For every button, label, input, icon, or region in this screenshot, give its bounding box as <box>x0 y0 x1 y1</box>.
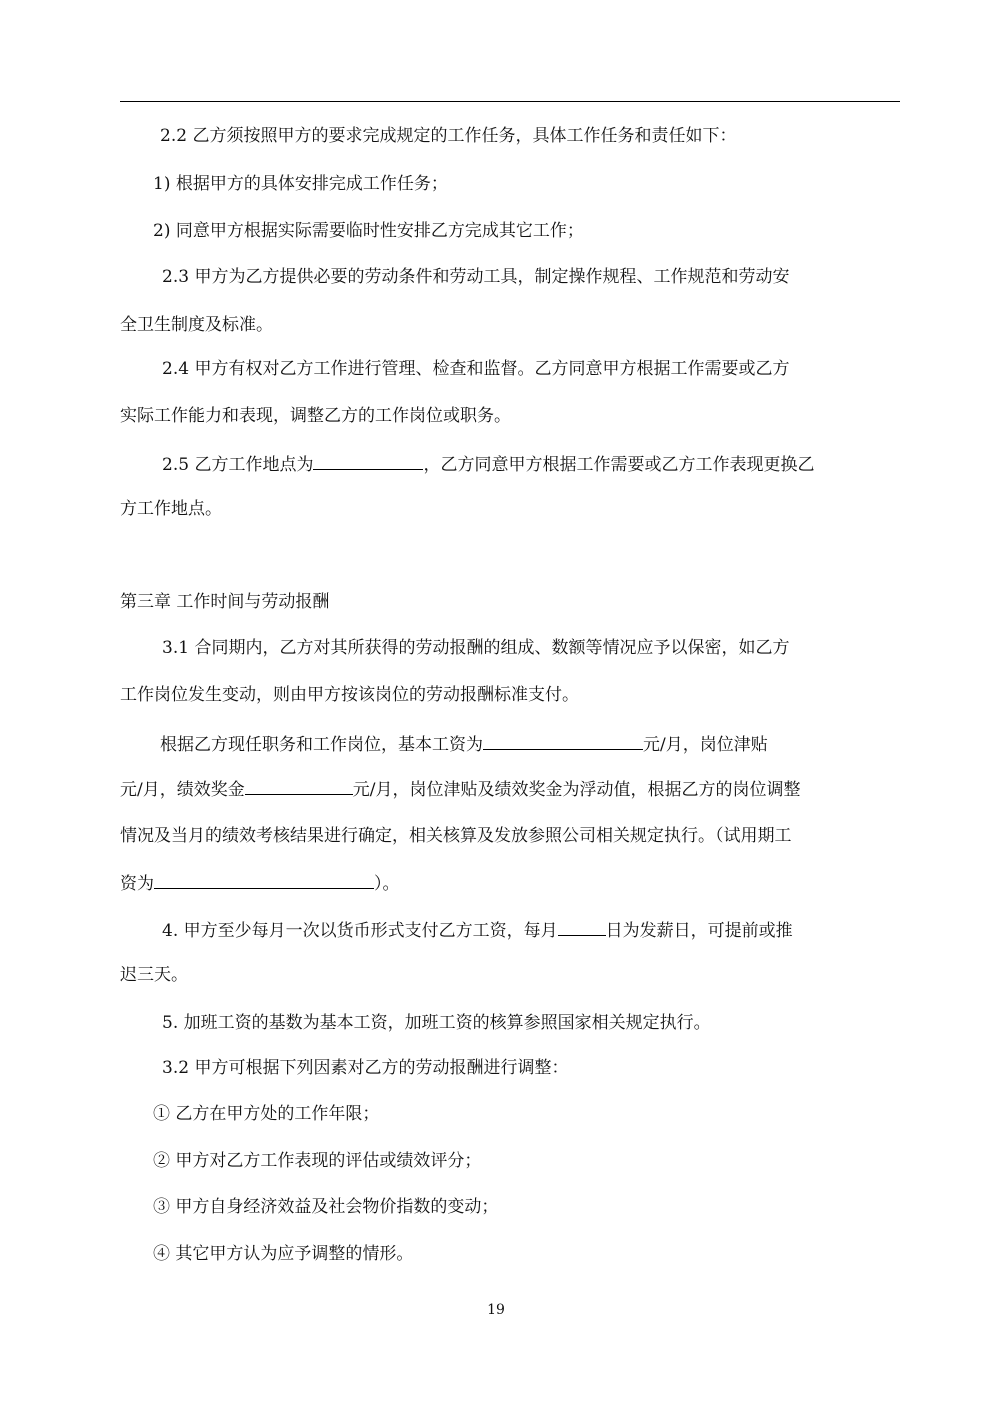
clause-2-3-line-2: 全卫生制度及标准。 <box>120 315 273 335</box>
adjust-factor-2: ② 甲方对乙方工作表现的评估或绩效评分； <box>153 1151 482 1171</box>
salary-text-c: 元/月，绩效奖金 <box>120 780 245 800</box>
pay-4-text-b: 日为发薪日，可提前或推 <box>605 921 793 941</box>
pay-clause-4-line-2: 迟三天。 <box>120 965 188 985</box>
salary-text-e: 资为 <box>120 874 154 894</box>
adjust-factor-4: ④ 其它甲方认为应予调整的情形。 <box>153 1244 414 1264</box>
salary-text-b: 元/月，岗位津贴 <box>643 735 768 755</box>
pay-clause-5: 5. 加班工资的基数为基本工资，加班工资的核算参照国家相关规定执行。 <box>162 1013 711 1033</box>
duty-item-2: 2) 同意甲方根据实际需要临时性安排乙方完成其它工作； <box>153 221 584 241</box>
clause-3-1-line-2: 工作岗位发生变动，则由甲方按该岗位的劳动报酬标准支付。 <box>120 685 579 705</box>
probation-salary-blank <box>154 870 374 889</box>
clause-2-4-line-2: 实际工作能力和表现，调整乙方的工作岗位或职务。 <box>120 406 511 426</box>
salary-text-f: ）。 <box>374 874 400 894</box>
header-rule <box>120 101 900 102</box>
salary-text-d: 元/月，岗位津贴及绩效奖金为浮动值，根据乙方的岗位调整 <box>352 780 801 800</box>
adjust-factor-3: ③ 甲方自身经济效益及社会物价指数的变动； <box>153 1197 499 1217</box>
clause-2-5-text-b: ，乙方同意甲方根据工作需要或乙方工作表现更换乙 <box>423 455 815 475</box>
salary-line-4 <box>120 870 920 896</box>
pay-clause-4-line-1 <box>162 917 962 943</box>
page-number: 19 <box>487 1302 505 1318</box>
clause-2-2: 2.2 乙方须按照甲方的要求完成规定的工作任务，具体工作任务和责任如下： <box>160 126 737 146</box>
clause-2-5-line-2: 方工作地点。 <box>120 499 222 519</box>
clause-2-5-line-1 <box>162 451 962 477</box>
adjust-factor-1: ① 乙方在甲方处的工作年限； <box>153 1104 380 1124</box>
chapter-3-title: 第三章 工作时间与劳动报酬 <box>120 592 330 612</box>
salary-line-1 <box>160 731 960 757</box>
clause-3-1-line-1: 3.1 合同期内，乙方对其所获得的劳动报酬的组成、数额等情况应予以保密，如乙方 <box>162 638 790 658</box>
pay-4-text-a: 4. 甲方至少每月一次以货币形式支付乙方工资，每月 <box>162 921 558 941</box>
clause-2-5-text-a: 2.5 乙方工作地点为 <box>162 455 314 475</box>
clause-2-3-line-1: 2.3 甲方为乙方提供必要的劳动条件和劳动工具，制定操作规程、工作规范和劳动安 <box>162 267 790 287</box>
salary-text-a: 根据乙方现任职务和工作岗位，基本工资为 <box>160 735 483 755</box>
base-salary-blank <box>483 731 643 750</box>
duty-item-1: 1) 根据甲方的具体安排完成工作任务； <box>153 174 448 194</box>
salary-line-3: 情况及当月的绩效考核结果进行确定，相关核算及发放参照公司相关规定执行。（试用期工 <box>120 826 792 846</box>
payday-blank <box>558 917 606 936</box>
salary-line-2 <box>120 776 920 802</box>
clause-3-2: 3.2 甲方可根据下列因素对乙方的劳动报酬进行调整： <box>162 1058 569 1078</box>
performance-bonus-blank <box>245 776 353 795</box>
clause-2-4-line-1: 2.4 甲方有权对乙方工作进行管理、检查和监督。乙方同意甲方根据工作需要或乙方 <box>162 359 790 379</box>
work-location-blank <box>313 451 423 470</box>
